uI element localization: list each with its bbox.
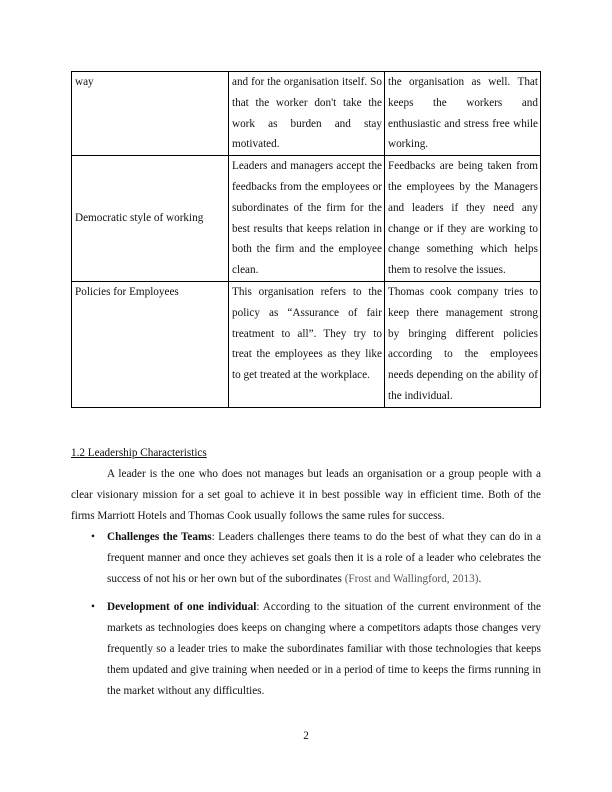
bullet-title: Challenges the Teams bbox=[107, 531, 212, 543]
table-row bbox=[72, 281, 541, 407]
table-cell: Feedbacks are being taken from the employees by the Managers and leaders if they need any change or if they are working to change something which helps them to resolve the issues. bbox=[385, 156, 541, 282]
bullet-icon: • bbox=[91, 601, 95, 614]
bullet-title: Development of one individual bbox=[107, 601, 257, 614]
table-row bbox=[72, 72, 541, 156]
table-cell: This organisation refers to the policy as “Assurance of fair treatment to all”. They try to treat the employees as they like to get treated at the workplace. bbox=[229, 281, 385, 407]
table-cell: Policies for Employees bbox=[72, 281, 229, 407]
table-cell: and for the organisation itself. So that the worker don't take the work as burden and stay motivated. bbox=[229, 72, 385, 156]
section-heading: 1.2 Leadership Characteristics bbox=[71, 447, 207, 459]
list-item bbox=[71, 527, 541, 589]
bullet-end: . bbox=[478, 572, 482, 585]
table-cell: the organisation as well. That keeps the workers and enthusiastic and stress free while working. bbox=[385, 72, 541, 156]
table-row bbox=[72, 156, 541, 282]
comparison-table bbox=[71, 71, 541, 408]
table-cell: Democratic style of working bbox=[72, 156, 229, 282]
table-cell: Thomas cook company tries to keep there management strong by bringing different policies according to the employees needs depending on the ability of the individual. bbox=[385, 281, 541, 407]
table-cell: Leaders and managers accept the feedbacks from the employees or subordinates of the firm for the best results that keeps relation in both the firm and the employee clean. bbox=[229, 156, 385, 282]
bullet-text: : Leaders challenges there teams to do the best of what they can do in a frequent manner and once they achieves set goals then it is a role of a leader who celebrates the success of not his or her own but of the subordinates bbox=[107, 531, 541, 585]
page-number: 2 bbox=[303, 730, 309, 742]
bullet-icon: • bbox=[91, 531, 95, 543]
bullet-text: : According to the situation of the current environment of the markets as technologies does keeps on changing where a competitors adapts those changes very frequently so a leader tries to make the subordinates familiar with those technologies that keeps them updated and give training when needed or in a period of time to keeps the firms running in the market without any difficulties. bbox=[107, 601, 541, 697]
list-item bbox=[71, 597, 541, 701]
intro-paragraph: A leader is the one who does not manages but leads an organisation or a group people with a clear visionary mission for a set goal to achieve it in best possible way in efficient time. Both of the firms Marriott Hotels and Thomas Cook usually follows the same rules for success. bbox=[71, 468, 541, 522]
bullet-list bbox=[71, 527, 541, 709]
citation: (Frost and Wallingford, 2013) bbox=[344, 572, 479, 585]
table-cell: way bbox=[72, 72, 229, 156]
